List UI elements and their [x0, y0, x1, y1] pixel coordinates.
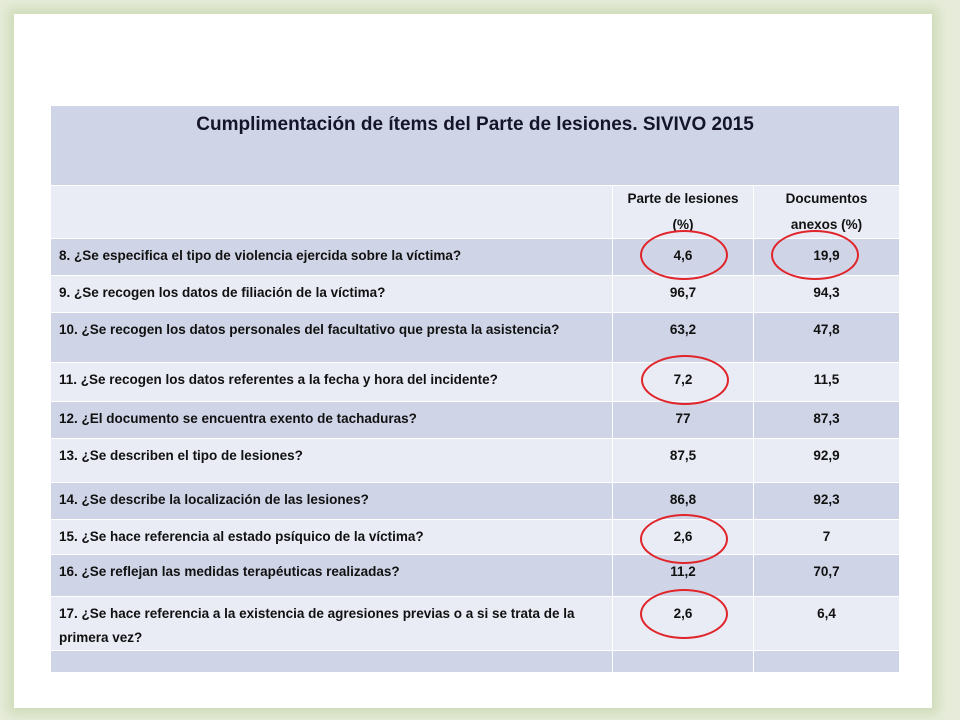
- header-item-cell: [51, 186, 613, 239]
- parte-value: 87,5: [613, 439, 754, 483]
- item-question: 15. ¿Se hace referencia al estado psíquico de la víctima?: [51, 520, 613, 555]
- empty-cell: [754, 651, 900, 673]
- table-header-row: [51, 186, 900, 239]
- table-row: [51, 402, 900, 439]
- table-row: [51, 597, 900, 651]
- parte-value: 63,2: [613, 313, 754, 363]
- parte-value: 96,7: [613, 276, 754, 313]
- table-row: [51, 439, 900, 483]
- header-parte-lesiones: Parte de lesiones (%): [613, 186, 754, 239]
- anexos-value: 19,9: [754, 239, 900, 276]
- data-table: [50, 105, 900, 673]
- anexos-value: 70,7: [754, 555, 900, 597]
- parte-value: 2,6: [613, 597, 754, 651]
- parte-value: 4,6: [613, 239, 754, 276]
- header-documentos-anexos: Documentos anexos (%): [754, 186, 900, 239]
- item-question: 13. ¿Se describen el tipo de lesiones?: [51, 439, 613, 483]
- table-row: [51, 313, 900, 363]
- anexos-value: 11,5: [754, 363, 900, 402]
- anexos-value: 92,9: [754, 439, 900, 483]
- table-row: [51, 363, 900, 402]
- table-title: Cumplimentación de ítems del Parte de lesiones. SIVIVO 2015: [196, 114, 754, 135]
- item-question: 14. ¿Se describe la localización de las lesiones?: [51, 483, 613, 520]
- item-question: 17. ¿Se hace referencia a la existencia de agresiones previas o a si se trata de la primera vez?: [51, 597, 613, 651]
- parte-value: 86,8: [613, 483, 754, 520]
- parte-value: 77: [613, 402, 754, 439]
- item-question: 11. ¿Se recogen los datos referentes a la fecha y hora del incidente?: [51, 363, 613, 402]
- anexos-value: 6,4: [754, 597, 900, 651]
- anexos-value: 92,3: [754, 483, 900, 520]
- parte-value: 7,2: [613, 363, 754, 402]
- empty-cell: [51, 651, 613, 673]
- item-question: 12. ¿El documento se encuentra exento de tachaduras?: [51, 402, 613, 439]
- parte-value: 11,2: [613, 555, 754, 597]
- table-row: [51, 239, 900, 276]
- table-row: [51, 483, 900, 520]
- item-question: 10. ¿Se recogen los datos personales del facultativo que presta la asistencia?: [51, 313, 613, 363]
- parte-value: 2,6: [613, 520, 754, 555]
- data-table-container: [50, 105, 900, 673]
- anexos-value: 47,8: [754, 313, 900, 363]
- anexos-value: 87,3: [754, 402, 900, 439]
- empty-cell: [613, 651, 754, 673]
- anexos-value: 94,3: [754, 276, 900, 313]
- item-question: 9. ¿Se recogen los datos de filiación de la víctima?: [51, 276, 613, 313]
- table-row: [51, 520, 900, 555]
- item-question: 16. ¿Se reflejan las medidas terapéuticas realizadas?: [51, 555, 613, 597]
- table-row: [51, 276, 900, 313]
- table-empty-row: [51, 651, 900, 673]
- table-title-row: [51, 106, 900, 186]
- anexos-value: 7: [754, 520, 900, 555]
- item-question: 8. ¿Se especifica el tipo de violencia ejercida sobre la víctima?: [51, 239, 613, 276]
- table-row: [51, 555, 900, 597]
- table-title-cell: [51, 106, 900, 186]
